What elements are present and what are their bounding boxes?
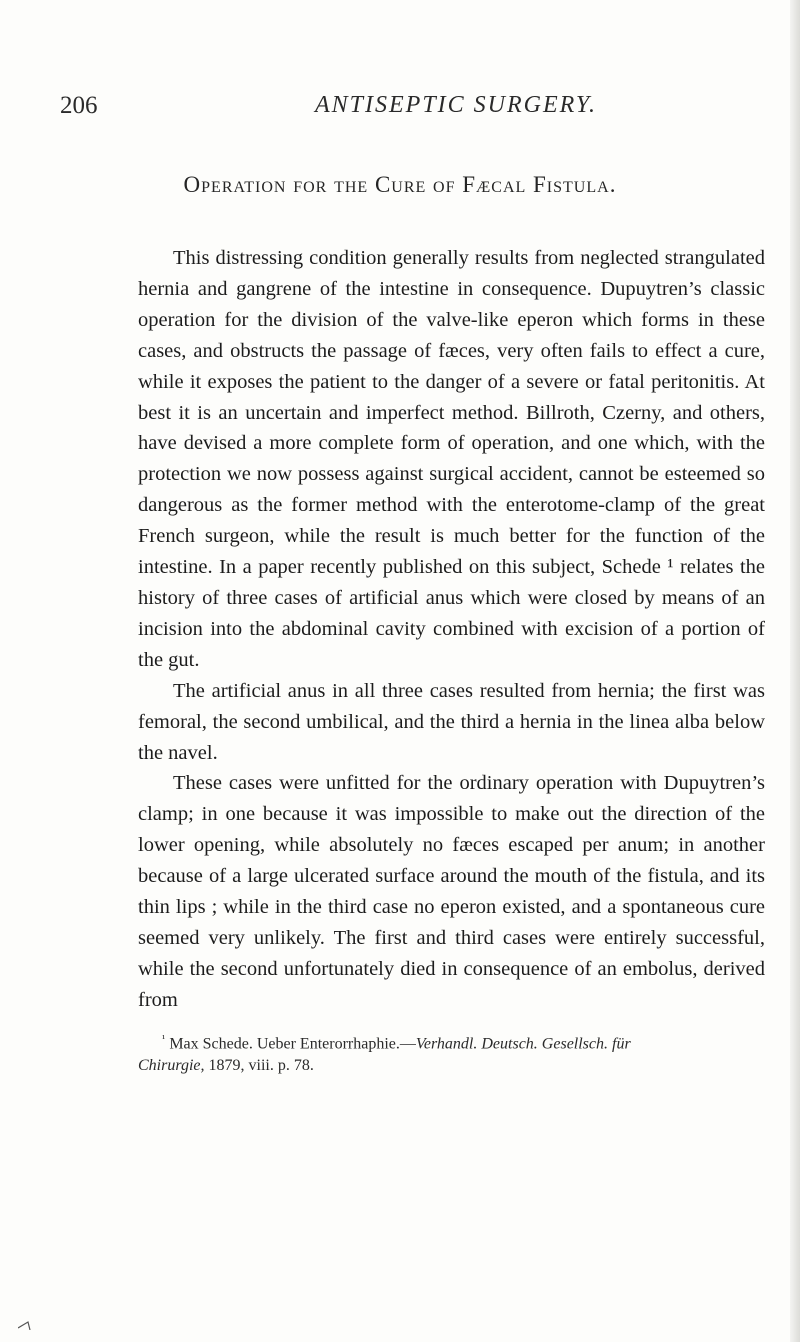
footnote-citation: 1879, viii. p. 78.	[204, 1057, 314, 1075]
paragraph-1: This distressing condition generally results from neglected strangulated hernia and gangrene of the intestine in consequence. Dupuytren’s classic operation for the division of the valve-like eperon which forms in these cases, and obstructs the passage of fæces, very often fails to effect a cure, while it exposes the patient to the danger of a severe or fatal peritonitis. At best it is an uncertain and imperfect method. Billroth, Czerny, and others, have devised a more complete form of operation, and one which, with the protection we now possess against surgical accident, cannot be esteemed so dangerous as the former method with the enterotome-clamp of the great French surgeon, while the result is much better for the function of the intestine. In a paper recently published on this subject, Schede ¹ relates the history of three cases of artificial anus which were closed by means of an incision into the abdominal cavity combined with excision of a portion of the gut.	[138, 247, 765, 671]
footnote-journal-part-1: Verhandl. Deutsch. Gesellsch. für	[415, 1035, 631, 1053]
page-number: 206	[60, 92, 98, 119]
footnote-author-title: Max Schede. Ueber Enterorrhaphie.—	[169, 1035, 416, 1053]
footnote-marker: ¹	[162, 1033, 166, 1045]
paragraph-2: The artificial anus in all three cases resulted from hernia; the first was femoral, the second umbilical, and the third a hernia in the linea alba below the navel.	[138, 679, 765, 764]
page-edge-shadow	[790, 0, 800, 1342]
section-title: Operation for the Cure of Fæcal Fistula.	[183, 172, 617, 197]
footnote	[138, 1028, 768, 1077]
paragraph-3: These cases were unfitted for the ordinary operation with Dupuytren’s clamp; in one because it was impossible to make out the direction of the lower opening, while absolutely no fæces escaped per anum; in another because of a large ulcerated surface around the mouth of the fistula, and its thin lips ; while in the third case no eperon existed, and a spontaneous cure seemed very unlikely. The first and third cases were entirely successful, while the second unfortunately died in consequence of an embolus, derived from	[138, 772, 765, 1011]
body-text	[138, 243, 765, 1016]
footnote-journal-part-2: Chirurgie,	[138, 1057, 205, 1075]
footnote-line-1	[138, 1028, 768, 1055]
running-head: ANTISEPTIC SURGERY.	[315, 92, 598, 118]
page-corner-mark	[18, 1318, 34, 1330]
footnote-line-2	[138, 1055, 768, 1077]
page-header	[60, 92, 760, 128]
